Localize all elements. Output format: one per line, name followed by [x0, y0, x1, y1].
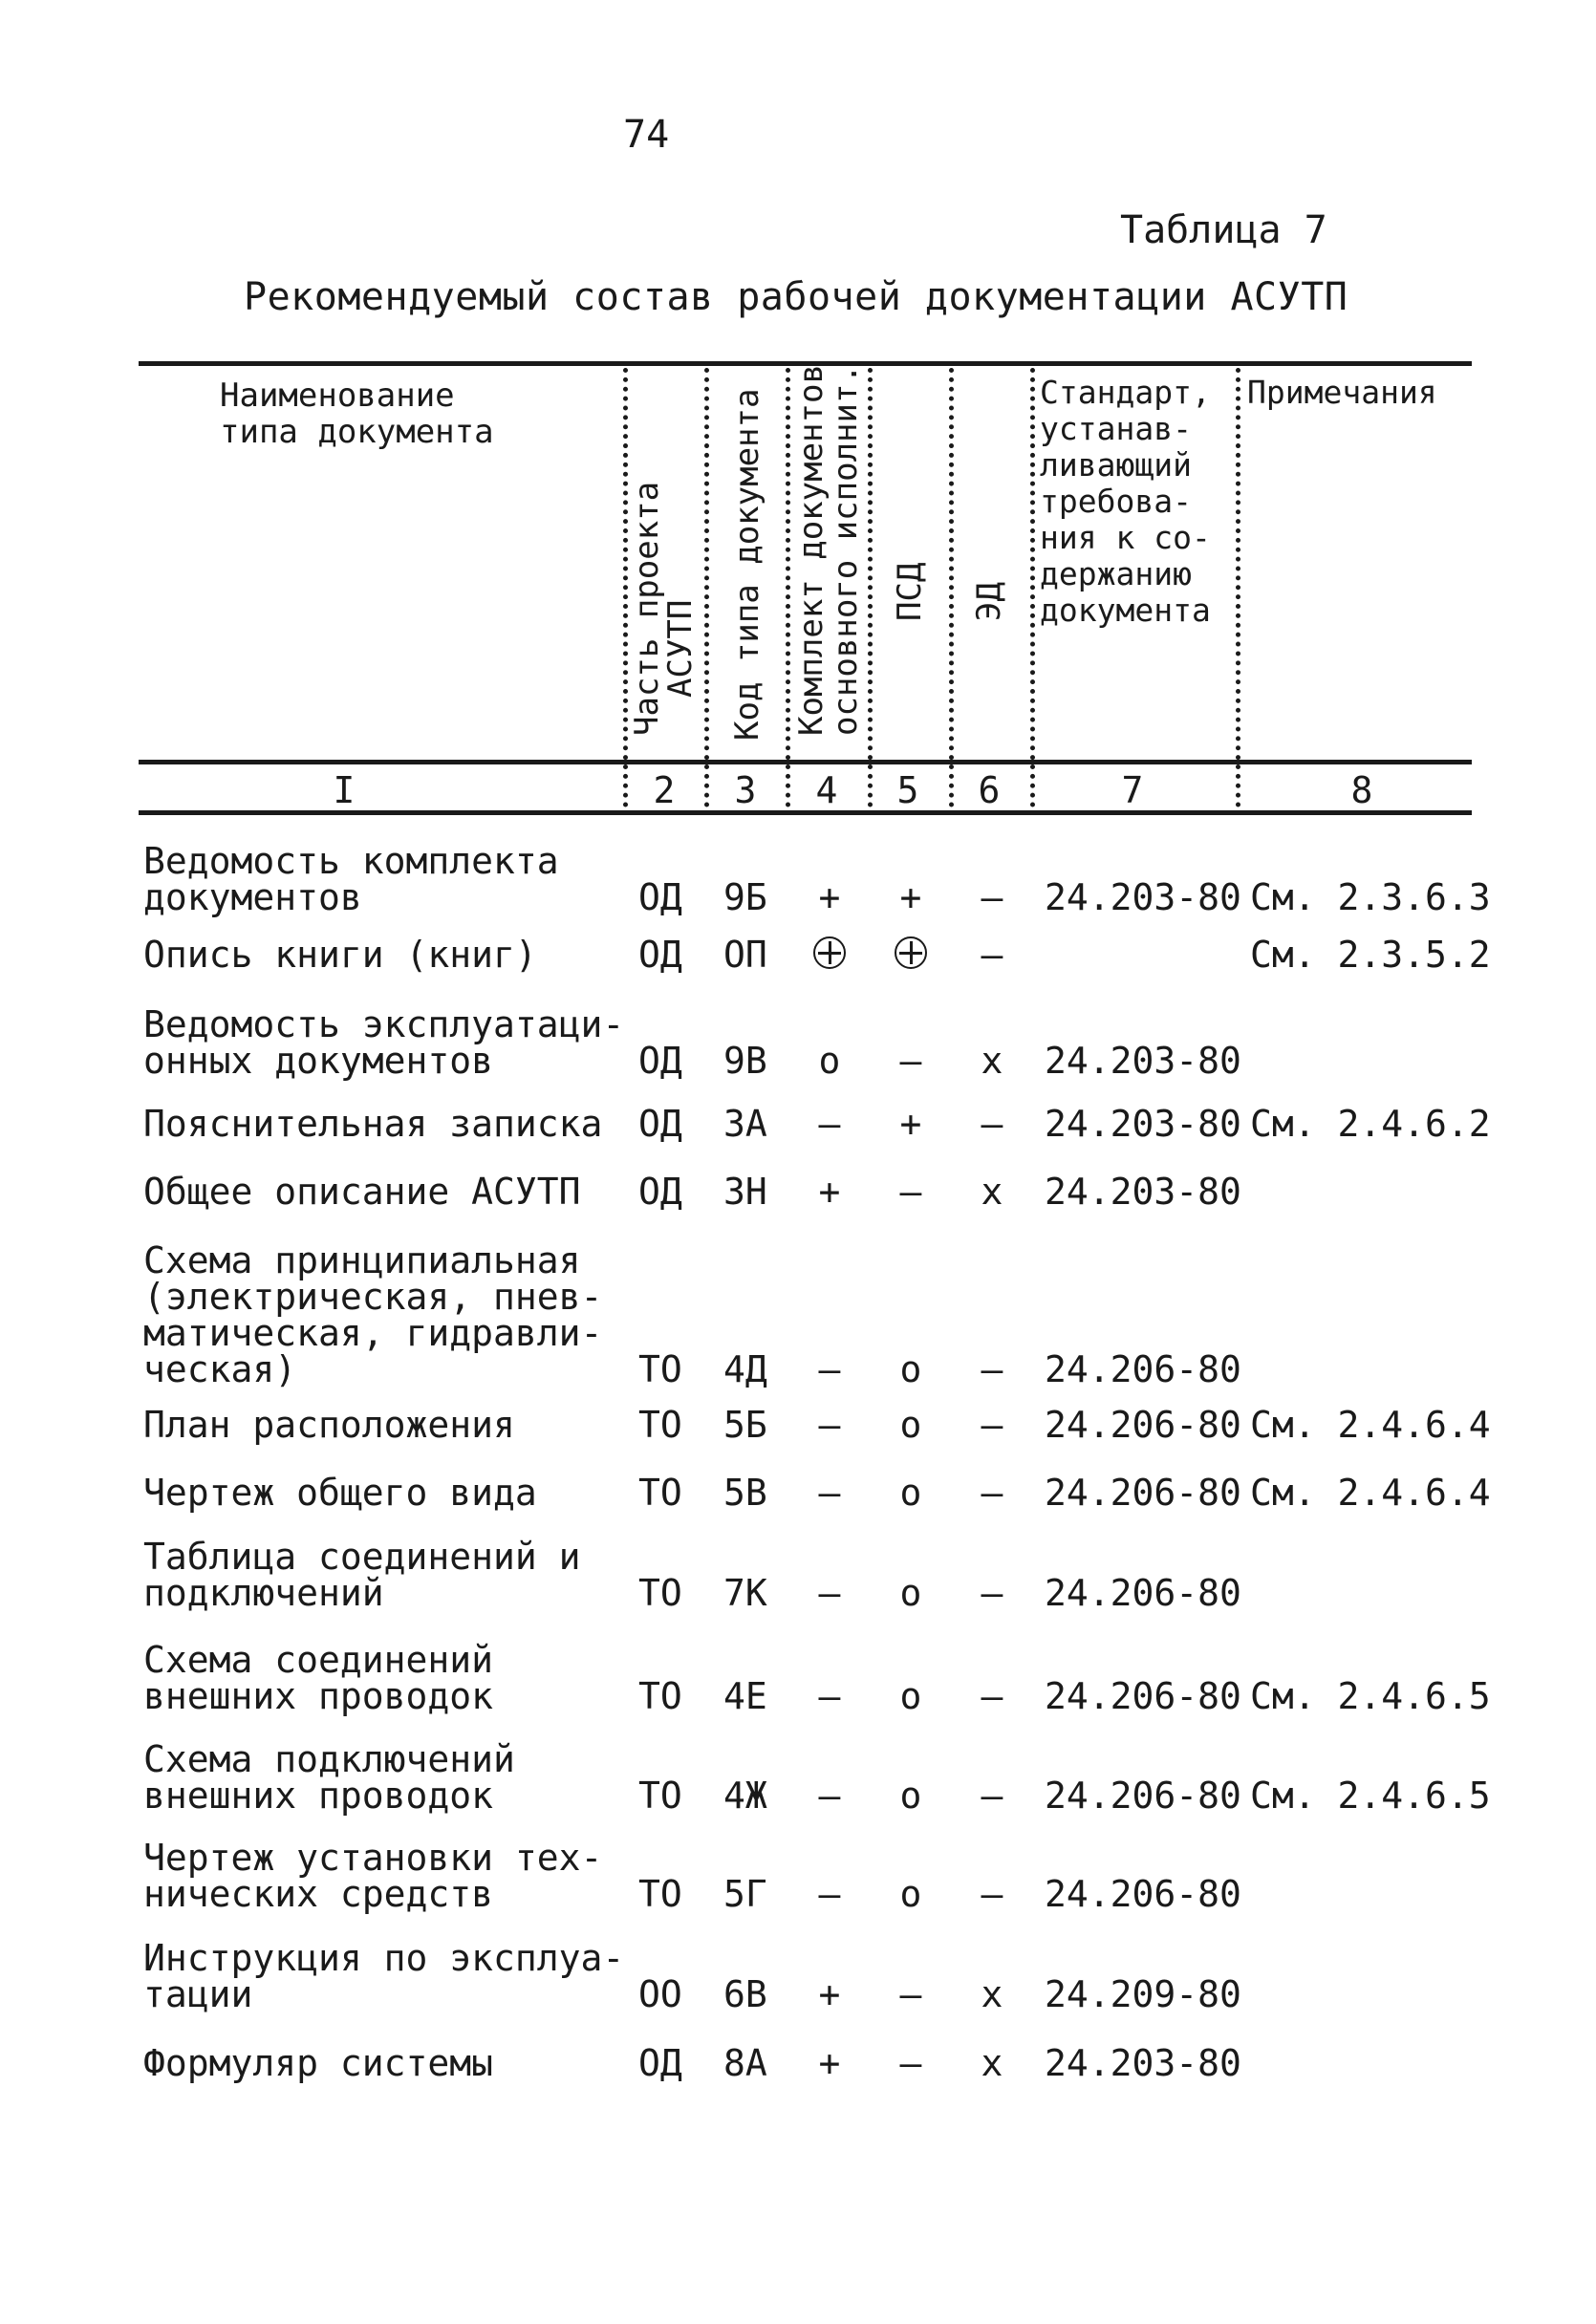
row-main-set-mark: о	[818, 1040, 841, 1082]
row-part: ТО	[638, 1472, 682, 1514]
row-code: 9В	[723, 1040, 767, 1082]
header-bottom-rule	[139, 760, 1472, 764]
row-part: ОД	[638, 1103, 682, 1145]
row-standard: 24.206-80	[1045, 1675, 1241, 1717]
row-ed-mark: –	[981, 1472, 1003, 1514]
row-standard: 24.206-80	[1045, 1404, 1241, 1446]
row-ed-mark: –	[981, 1572, 1003, 1614]
row-ed-mark: –	[981, 1404, 1003, 1446]
row-main-set-mark	[806, 936, 853, 975]
header-part-line2: АСУТП	[661, 599, 700, 698]
row-part: ТО	[638, 1572, 682, 1614]
row-ed-mark: –	[981, 1675, 1003, 1717]
circle-plus-icon	[813, 936, 846, 969]
row-psd-mark: о	[899, 1572, 922, 1614]
row-note: См. 2.3.5.2	[1250, 934, 1491, 976]
column-number: I	[333, 769, 356, 811]
row-part: ОД	[638, 934, 682, 976]
row-ed-mark: х	[981, 1171, 1003, 1213]
col-separator	[949, 368, 954, 807]
row-code: 6В	[723, 1973, 767, 2015]
row-part: ТО	[638, 1675, 682, 1717]
row-part: ОД	[638, 1171, 682, 1213]
row-note: См. 2.4.6.4	[1250, 1404, 1491, 1446]
row-document-name: Формуляр системы	[143, 2042, 494, 2084]
row-ed-mark: –	[981, 1775, 1003, 1817]
row-standard: 24.209-80	[1045, 1973, 1241, 2015]
header-psd: ПСД	[891, 562, 929, 621]
header-standard: Стандарт, устанав- ливающий требова- ния к со- держанию документа	[1040, 374, 1211, 629]
row-psd-mark: о	[899, 1472, 922, 1514]
row-part: ТО	[638, 1873, 682, 1915]
document-title: Рекомендуемый состав рабочей документации АСУТП	[244, 275, 1348, 319]
row-part: ТО	[638, 1775, 682, 1817]
row-note: См. 2.3.6.3	[1250, 876, 1491, 918]
row-document-name: Схема подключений внешних проводок	[143, 1738, 515, 1817]
row-main-set-mark: –	[818, 1103, 841, 1145]
column-number: 7	[1121, 769, 1144, 811]
row-code: 5Г	[723, 1873, 767, 1915]
row-note: См. 2.4.6.5	[1250, 1675, 1491, 1717]
row-main-set-mark: +	[818, 1973, 841, 2015]
row-psd-mark: +	[899, 1103, 922, 1145]
row-standard: 24.203-80	[1045, 1040, 1241, 1082]
column-number: 3	[734, 769, 757, 811]
row-part: ТО	[638, 1348, 682, 1390]
row-note: См. 2.4.6.4	[1250, 1472, 1491, 1514]
row-psd-mark: о	[899, 1675, 922, 1717]
row-code: 4Д	[723, 1348, 767, 1390]
circle-plus-icon	[895, 936, 927, 969]
row-psd-mark: о	[899, 1775, 922, 1817]
column-number: 8	[1350, 769, 1373, 811]
row-document-name: Таблица соединений и подключений	[143, 1536, 581, 1614]
row-document-name: Чертеж общего вида	[143, 1472, 537, 1514]
header-ed: ЭД	[970, 582, 1008, 621]
page-number: 74	[623, 113, 670, 157]
column-number: 6	[978, 769, 1001, 811]
row-document-name: Ведомость эксплуатаци- онных документов	[143, 1003, 625, 1082]
row-main-set-mark: –	[818, 1404, 841, 1446]
row-psd-mark: –	[899, 2042, 922, 2084]
row-document-name: Общее описание АСУТП	[143, 1171, 581, 1213]
row-standard: 24.206-80	[1045, 1873, 1241, 1915]
row-ed-mark: –	[981, 876, 1003, 918]
column-number: 4	[815, 769, 838, 811]
row-psd-mark: –	[899, 1973, 922, 2015]
row-note: См. 2.4.6.2	[1250, 1103, 1491, 1145]
row-psd-mark: о	[899, 1348, 922, 1390]
row-main-set-mark: –	[818, 1675, 841, 1717]
row-psd-mark: –	[899, 1171, 922, 1213]
row-main-set-mark: +	[818, 1171, 841, 1213]
col-separator	[1236, 368, 1240, 807]
row-main-set-mark: –	[818, 1775, 841, 1817]
row-part: ОО	[638, 1973, 682, 2015]
row-code: 5В	[723, 1472, 767, 1514]
row-document-name: Опись книги (книг)	[143, 934, 537, 976]
row-psd-mark: +	[899, 876, 922, 918]
row-standard: 24.203-80	[1045, 1103, 1241, 1145]
row-main-set-mark: –	[818, 1348, 841, 1390]
row-ed-mark: –	[981, 1348, 1003, 1390]
row-main-set-mark: –	[818, 1873, 841, 1915]
col-separator	[1030, 368, 1035, 807]
row-note: См. 2.4.6.5	[1250, 1775, 1491, 1817]
header-set-line1: Комплект документов	[792, 364, 830, 736]
row-standard: 24.206-80	[1045, 1348, 1241, 1390]
header-name: Наименование типа документа	[220, 377, 494, 451]
row-psd-mark	[887, 936, 935, 975]
row-document-name: Инструкция по эксплуа- тации	[143, 1937, 625, 2015]
row-part: ОД	[638, 876, 682, 918]
row-standard: 24.203-80	[1045, 1171, 1241, 1213]
row-main-set-mark: –	[818, 1572, 841, 1614]
row-standard: 24.206-80	[1045, 1572, 1241, 1614]
row-main-set-mark: –	[818, 1472, 841, 1514]
row-ed-mark: х	[981, 1040, 1003, 1082]
row-part: ОД	[638, 1040, 682, 1082]
row-psd-mark: –	[899, 1040, 922, 1082]
row-document-name: План расположения	[143, 1404, 515, 1446]
row-document-name: Чертеж установки тех- нических средств	[143, 1837, 603, 1915]
row-document-name: Схема соединений внешних проводок	[143, 1639, 494, 1717]
row-ed-mark: х	[981, 2042, 1003, 2084]
row-standard: 24.206-80	[1045, 1775, 1241, 1817]
col-separator	[786, 368, 790, 807]
row-document-name: Схема принципиальная (электрическая, пнев- матическая, гидравли- ческая)	[143, 1239, 603, 1390]
row-code: 8А	[723, 2042, 767, 2084]
row-main-set-mark: +	[818, 2042, 841, 2084]
col-separator	[704, 368, 709, 807]
row-standard: 24.203-80	[1045, 2042, 1241, 2084]
row-standard: 24.206-80	[1045, 1472, 1241, 1514]
row-ed-mark: –	[981, 1103, 1003, 1145]
row-code: 4Е	[723, 1675, 767, 1717]
column-number: 5	[896, 769, 919, 811]
row-ed-mark: х	[981, 1973, 1003, 2015]
header-notes: Примечания	[1247, 374, 1437, 411]
header-set-line2: основного исполнит.	[827, 364, 865, 736]
row-code: 4Ж	[723, 1775, 767, 1817]
row-code: 5Б	[723, 1404, 767, 1446]
column-number: 2	[653, 769, 676, 811]
row-document-name: Ведомость комплекта документов	[143, 840, 559, 918]
row-ed-mark: –	[981, 1873, 1003, 1915]
row-psd-mark: о	[899, 1873, 922, 1915]
row-psd-mark: о	[899, 1404, 922, 1446]
row-code: ОП	[723, 934, 767, 976]
row-code: ЗН	[723, 1171, 767, 1213]
row-standard: 24.203-80	[1045, 876, 1241, 918]
row-ed-mark: –	[981, 934, 1003, 976]
row-part: ТО	[638, 1404, 682, 1446]
col-separator	[868, 368, 873, 807]
row-part: ОД	[638, 2042, 682, 2084]
row-document-name: Пояснительная записка	[143, 1103, 603, 1145]
row-main-set-mark: +	[818, 876, 841, 918]
table-label: Таблица 7	[1120, 208, 1327, 252]
header-part-line1: Часть проекта	[628, 481, 666, 736]
header-code: Код типа документа	[728, 388, 766, 741]
row-code: 7К	[723, 1572, 767, 1614]
row-code: ЗА	[723, 1103, 767, 1145]
row-code: 9Б	[723, 876, 767, 918]
